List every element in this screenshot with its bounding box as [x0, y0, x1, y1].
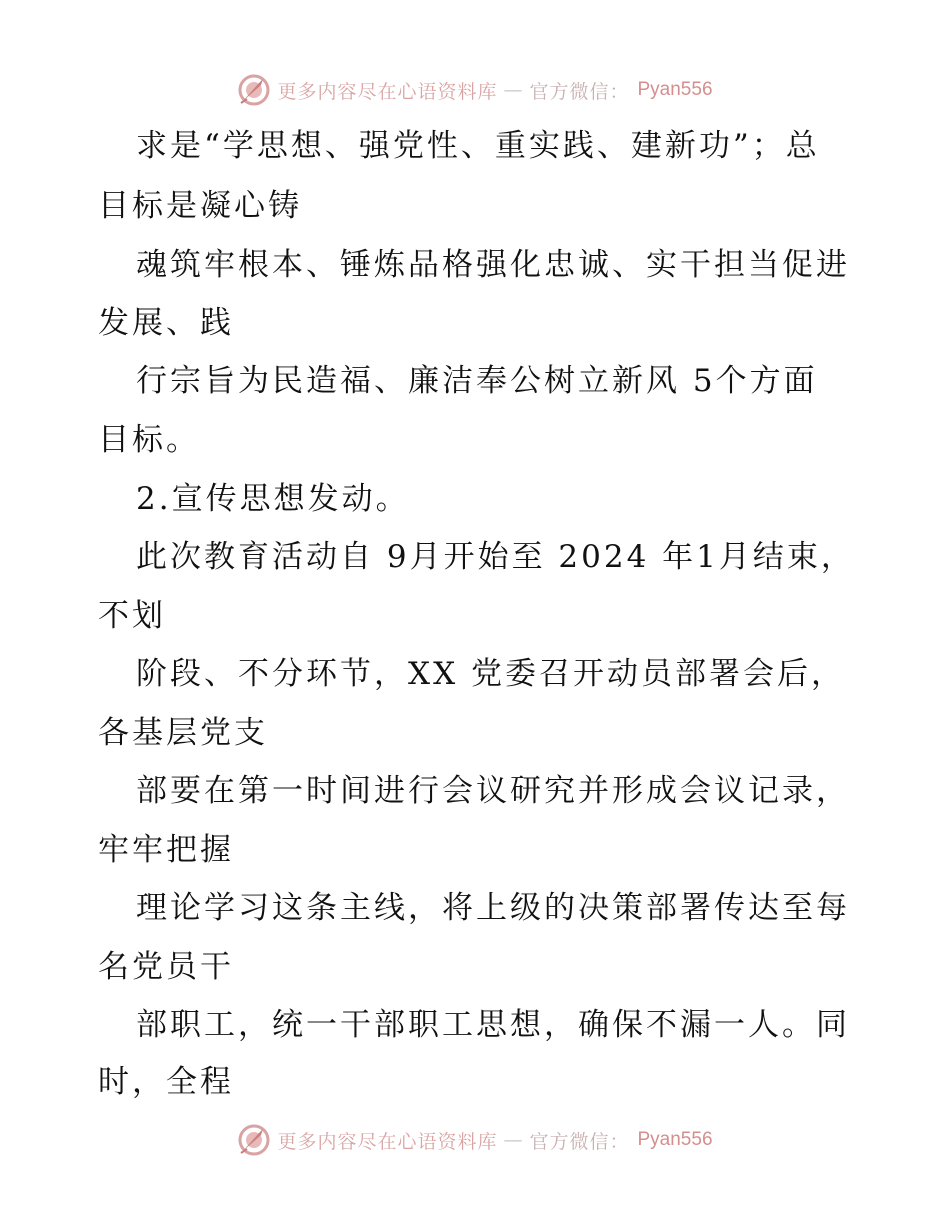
watermark-brand-text: 更多内容尽在心语资料库 [277, 80, 498, 103]
text-line: 理论学习这条主线，将上级的决策部署传达至每 [136, 890, 850, 926]
text-line: 部要在第一时间进行会议研究并形成会议记录， [136, 773, 850, 809]
text-line: 行宗旨为民造福、廉洁奉公树立新风 5个方面 [136, 363, 818, 399]
section-heading: 2.宣传思想发动。 [136, 481, 410, 517]
watermark-separator: — [503, 1129, 524, 1151]
text-line: 牢牢把握 [98, 832, 234, 868]
text-line: 时，全程 [98, 1064, 234, 1100]
text-line: 求是“学思想、强党性、重实践、建新功”；总 [136, 128, 820, 164]
header-watermark [0, 70, 950, 110]
text-line: 部职工，统一干部职工思想，确保不漏一人。同 [136, 1007, 850, 1043]
text-line: 名党员干 [98, 949, 234, 985]
watermark-wechat-id: Pyan556 [637, 1129, 713, 1150]
watermark-separator: — [503, 79, 524, 101]
footer-watermark [0, 1120, 950, 1160]
text-line: 阶段、不分环节，XX 党委召开动员部署会后， [136, 656, 845, 692]
text-line: 魂筑牢根本、锤炼品格强化忠诚、实干担当促进 [136, 247, 850, 283]
watermark-wechat-label: 官方微信： [529, 80, 630, 103]
watermark-wechat-id: Pyan556 [637, 79, 713, 100]
text-line: 此次教育活动自 9月开始至 2024 年1月结束， [136, 539, 855, 575]
text-line: 目标。 [98, 422, 200, 458]
text-line: 发展、践 [98, 305, 234, 341]
quill-pen-logo-icon [237, 73, 271, 107]
text-line: 目标是凝心铸 [98, 188, 302, 224]
text-line: 各基层党支 [98, 715, 268, 751]
quill-pen-logo-icon [237, 1123, 271, 1157]
watermark-wechat-label: 官方微信： [529, 1130, 630, 1153]
watermark-brand-text: 更多内容尽在心语资料库 [277, 1130, 498, 1153]
text-line: 不划 [98, 598, 166, 634]
